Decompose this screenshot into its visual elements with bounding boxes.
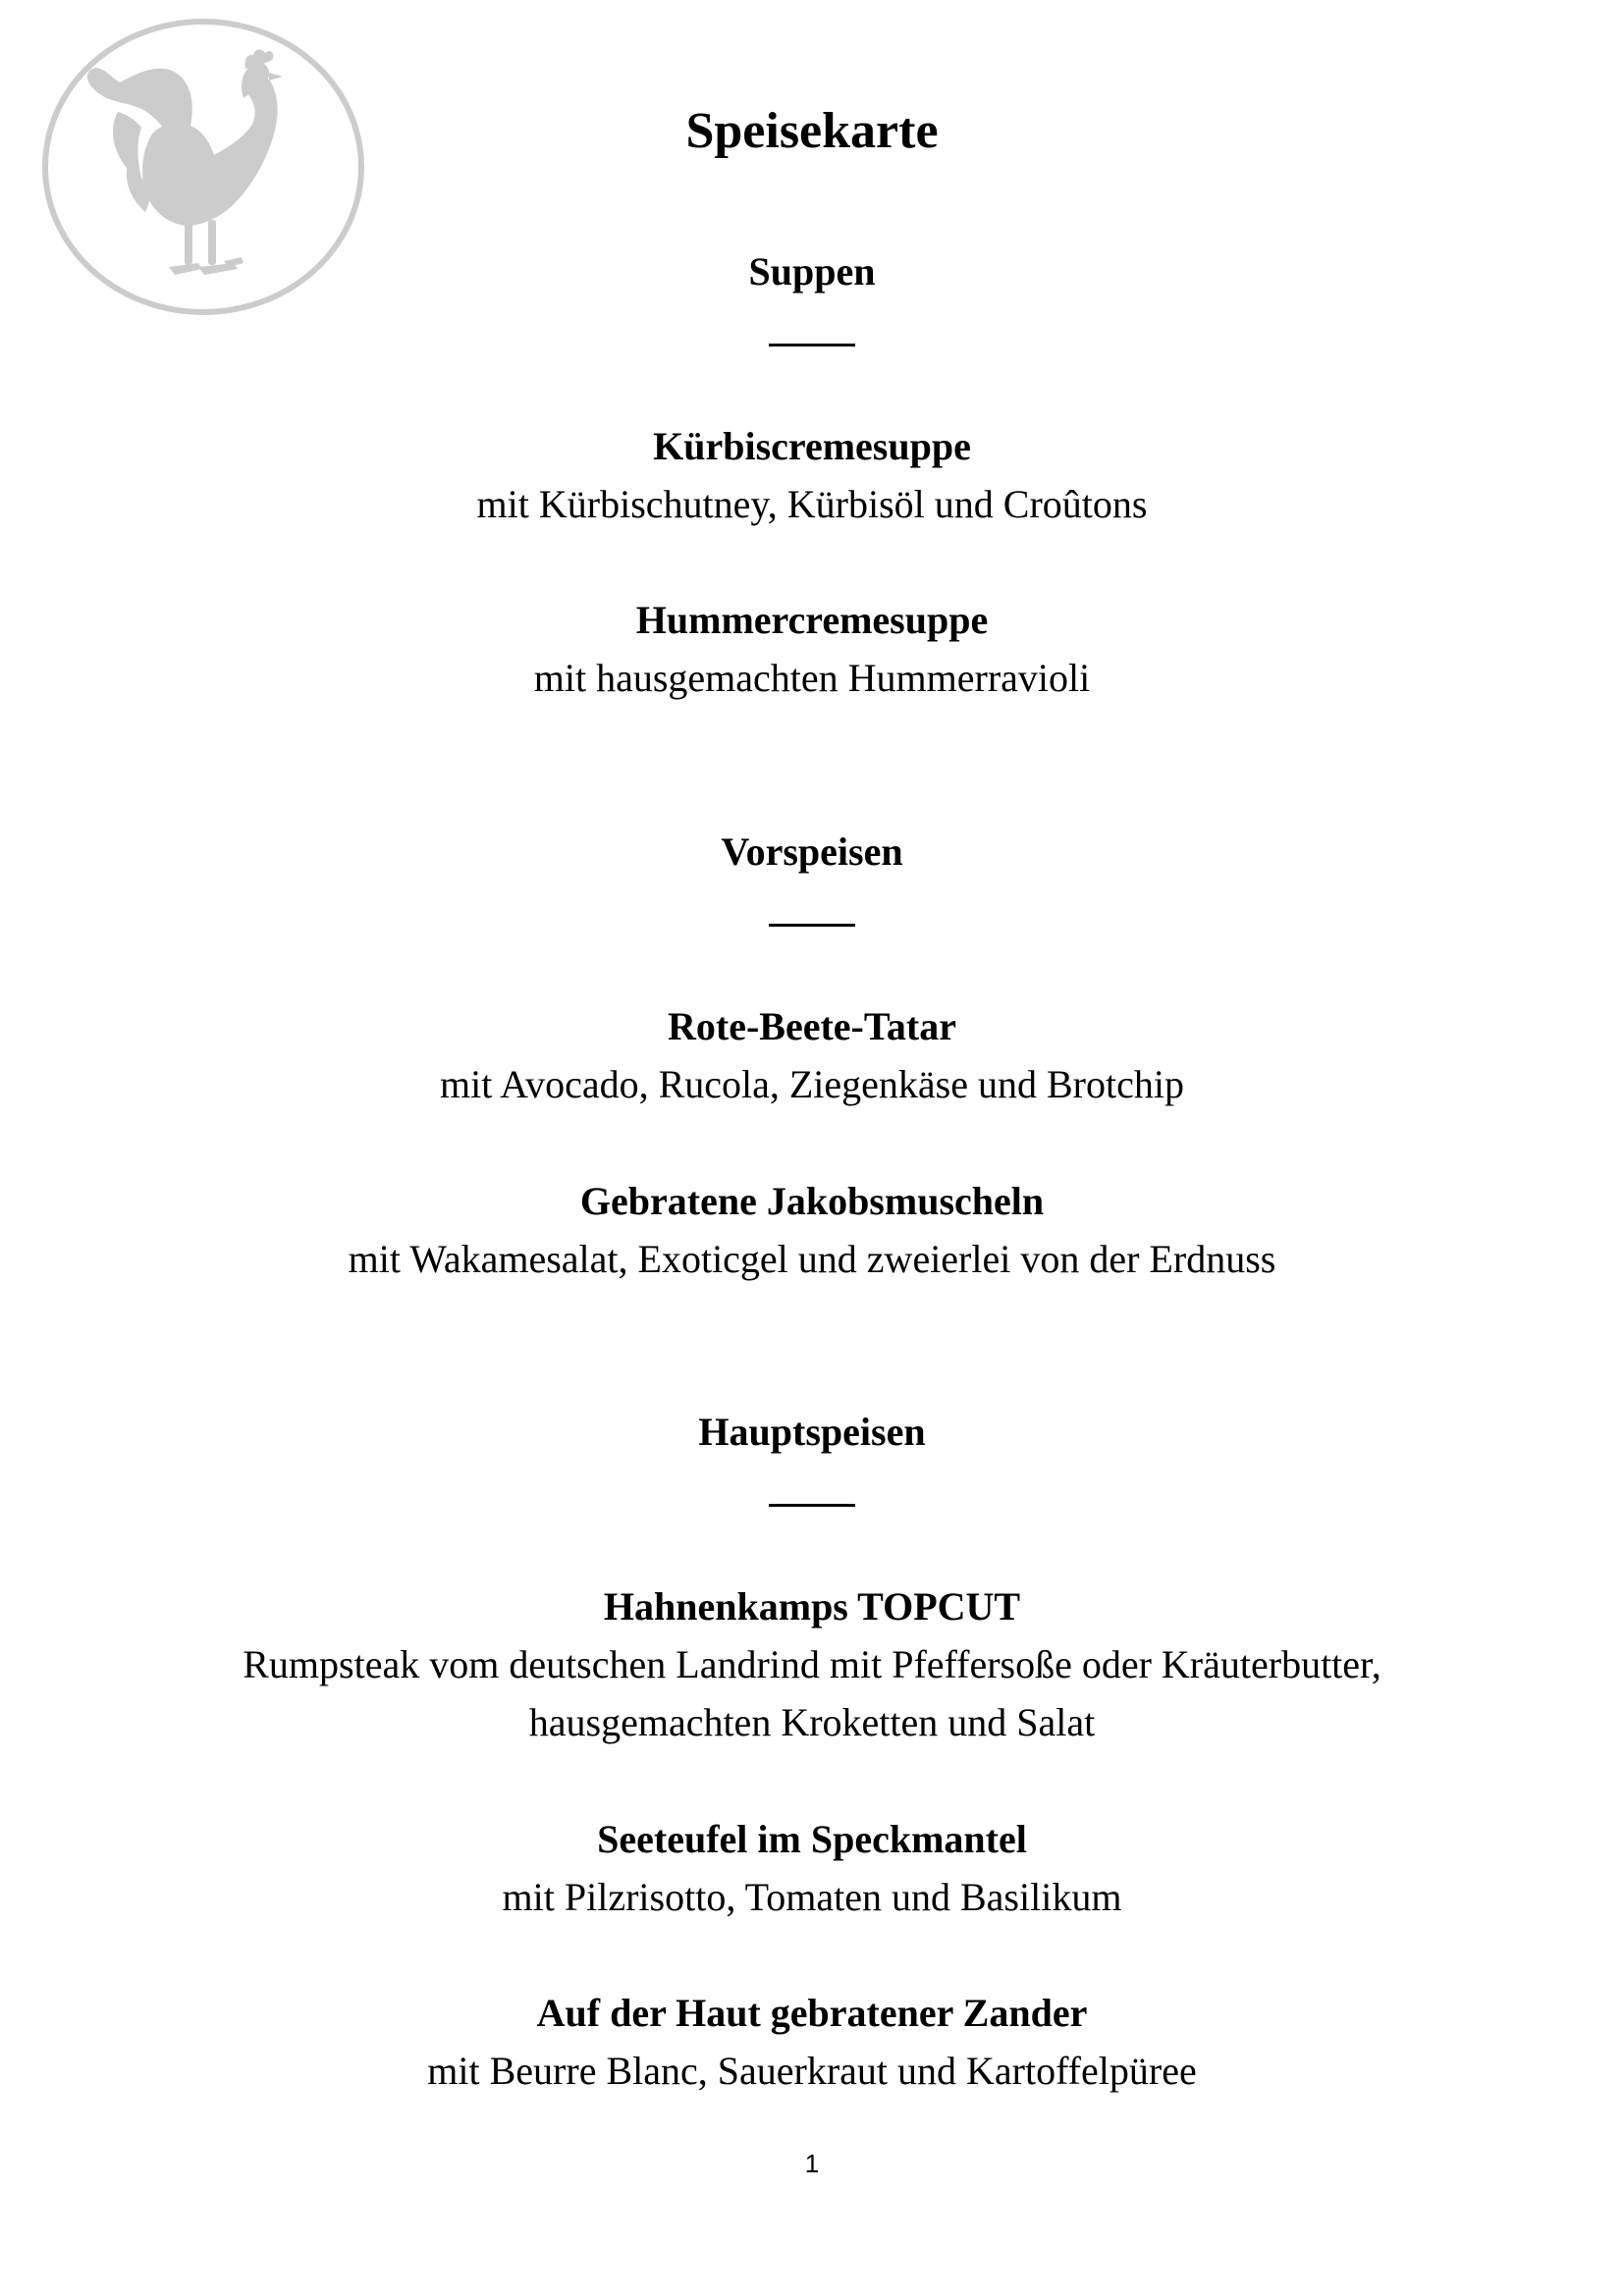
section-title-hauptspeisen: Hauptspeisen [698,1410,926,1454]
page-number: 1 [804,2149,820,2178]
dish-description: mit hausgemachten Hummerravioli [533,656,1091,700]
section-divider [769,1504,855,1507]
dish-description: hausgemachten Kroketten und Salat [528,1700,1096,1744]
dish-description: mit Wakamesalat, Exoticgel und zweierlei von der Erdnuss [348,1237,1276,1281]
dish-name: Gebratene Jakobsmuscheln [579,1179,1045,1223]
dish-name: Hummercremesuppe [635,598,989,642]
dish-description: mit Avocado, Rucola, Ziegenkäse und Brotchip [440,1062,1184,1106]
dish-description: mit Kürbischutney, Kürbisöl und Croûtons [476,482,1148,526]
dish-name: Hahnenkamps TOPCUT [603,1584,1021,1629]
page-title: Speisekarte [685,103,939,159]
section-title-vorspeisen: Vorspeisen [721,829,903,874]
dish-name: Seeteufel im Speckmantel [597,1817,1027,1861]
dish-name: Kürbiscremesuppe [653,424,971,468]
dish-description: mit Pilzrisotto, Tomaten und Basilikum [502,1875,1122,1919]
section-divider [769,344,855,347]
section-divider [769,924,855,927]
dish-name: Auf der Haut gebratener Zander [536,1991,1088,2035]
dish-description: mit Beurre Blanc, Sauerkraut und Kartoffelpüree [427,2049,1197,2093]
dish-name: Rote-Beete-Tatar [668,1004,956,1048]
dish-description: Rumpsteak vom deutschen Landrind mit Pfeffersoße oder Kräuterbutter, [243,1642,1381,1686]
section-title-suppen: Suppen [748,249,876,294]
